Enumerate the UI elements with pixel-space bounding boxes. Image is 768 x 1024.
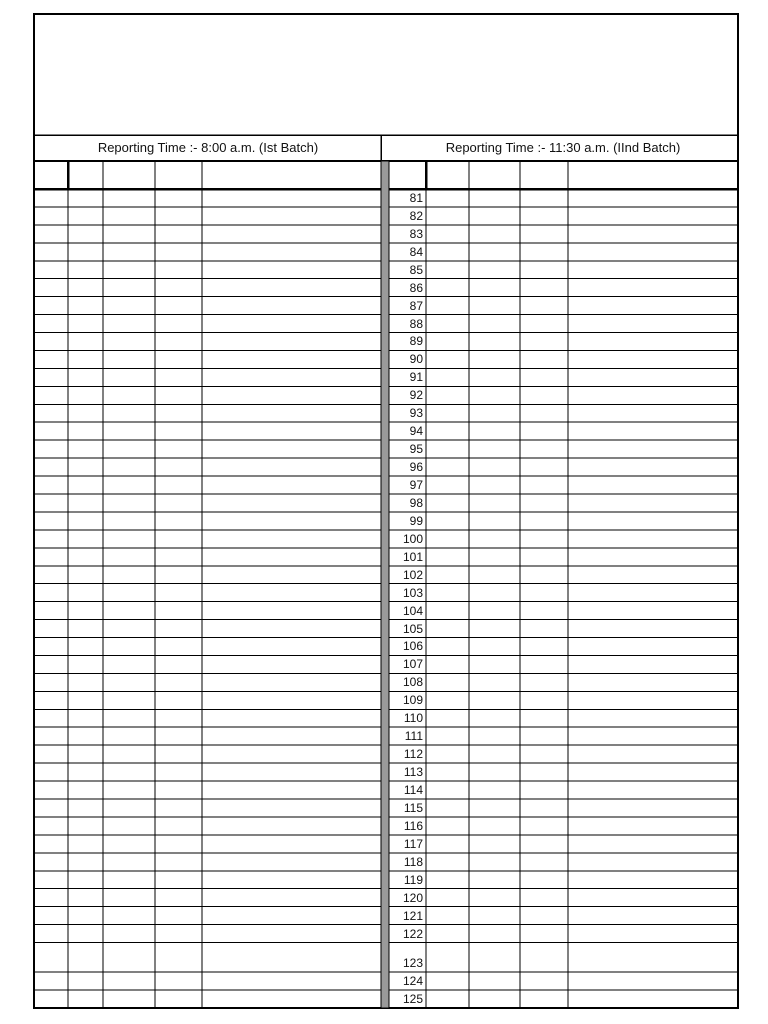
serial-number: 112 — [403, 747, 423, 762]
serial-number: 125 — [402, 992, 423, 1006]
serial-number: 85 — [409, 262, 423, 277]
serial-number: 107 — [402, 657, 423, 672]
serial-number: 111 — [404, 729, 423, 744]
serial-number: 123 — [402, 956, 423, 971]
serial-number: 82 — [409, 208, 423, 223]
batch1-header: Reporting Time :- 8:00 a.m. (Ist Batch) — [97, 140, 319, 155]
serial-number: 89 — [409, 334, 423, 349]
serial-number: 113 — [403, 765, 423, 780]
serial-number: 120 — [402, 890, 423, 905]
serial-number: 93 — [409, 406, 423, 421]
serial-number: 86 — [409, 280, 423, 295]
serial-number: 116 — [403, 818, 423, 833]
serial-number: 103 — [402, 585, 423, 600]
serial-number: 124 — [402, 974, 423, 989]
serial-number: 122 — [402, 926, 423, 941]
serial-number: 117 — [403, 836, 423, 851]
serial-number: 96 — [409, 460, 423, 475]
serial-number: 114 — [403, 782, 423, 797]
serial-number: 101 — [402, 549, 423, 564]
serial-number: 102 — [402, 567, 423, 582]
serial-number: 118 — [403, 854, 423, 869]
serial-number: 109 — [402, 693, 423, 708]
serial-number: 88 — [409, 316, 423, 331]
serial-number: 81 — [409, 190, 423, 205]
serial-number: 104 — [402, 603, 423, 618]
serial-number: 106 — [402, 639, 423, 654]
batch2-header: Reporting Time :- 11:30 a.m. (IInd Batch) — [445, 140, 681, 155]
serial-number: 98 — [409, 495, 423, 510]
serial-number: 100 — [402, 531, 423, 546]
serial-number: 84 — [409, 244, 423, 259]
serial-number: 92 — [409, 388, 423, 403]
serial-number: 90 — [409, 352, 423, 367]
serial-number: 105 — [402, 621, 423, 636]
serial-number: 119 — [403, 872, 423, 887]
serial-number: 110 — [403, 711, 423, 726]
serial-number: 95 — [409, 442, 423, 457]
serial-number: 115 — [403, 800, 423, 815]
serial-number: 97 — [409, 477, 423, 492]
serial-number: 121 — [402, 908, 423, 923]
serial-number: 99 — [409, 513, 423, 528]
serial-number: 83 — [409, 226, 423, 241]
serial-number: 87 — [409, 298, 423, 313]
center-divider-bar — [381, 161, 389, 1008]
serial-number: 94 — [409, 424, 423, 439]
serial-number: 91 — [409, 370, 423, 385]
serial-number: 108 — [402, 675, 423, 690]
